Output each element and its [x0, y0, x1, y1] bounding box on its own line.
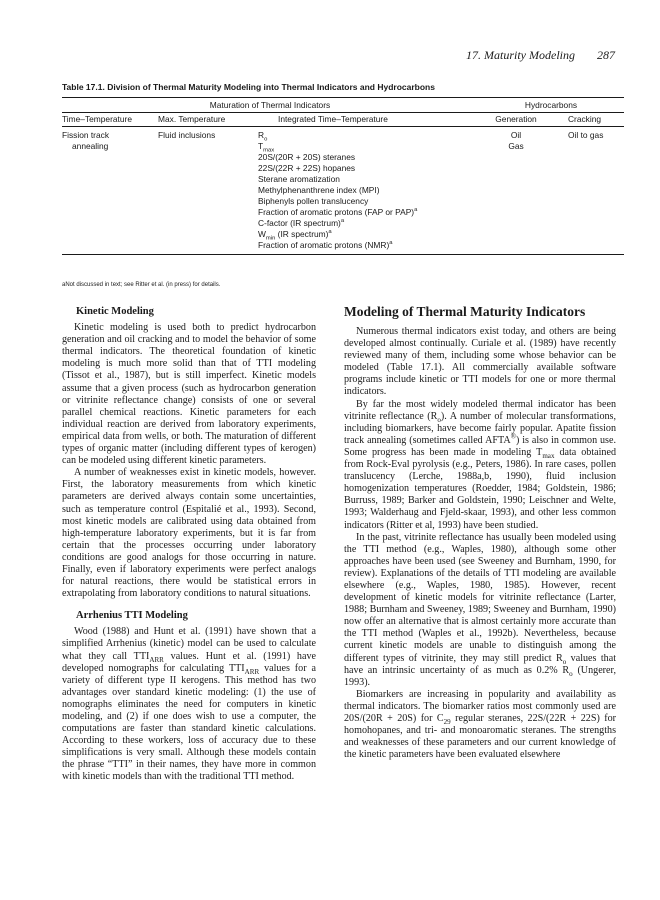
paragraph: Kinetic modeling is used both to predict hydrocarbon generation and oil cracking and to model the behavior of some thermal indicators. The theoretical foundation of kinetic modeling is much more solid than that of TTI modeling (Tissot et al., 1987), but is still imperfect. Kinetic models assume that a given process (such as hydrocarbon generation or vitrinite reflectance change) consists of one or several parallel chemical reactions. Kinetic parameters for each individual reaction are derived from laboratory experiments, empirical data from wells, or both. The maturation of different types of organic matter (including different types of kerogen) can be modeled using different kinetic parameters.	[62, 322, 316, 467]
table-group-header-row	[62, 98, 624, 113]
col-header-time-temperature: Time–Temperature	[62, 113, 158, 127]
indicator-mpi: Methylphenanthrene index (MPI)	[258, 185, 380, 195]
cell-text: annealing	[72, 141, 109, 151]
cell-text: Gas	[508, 141, 524, 151]
table-caption: Table 17.1. Division of Thermal Maturity Modeling into Thermal Indicators and Hydrocarbons	[62, 82, 435, 92]
cell-text: Fluid inclusions	[158, 130, 216, 140]
paragraph: A number of weaknesses exist in kinetic models, however. First, the laboratory measurements from which kinetic parameters are derived always contain some uncertainties, such as temperature control (Espitalié et al., 1993). Second, most kinetic models are calibrated using data obtained from high-temperature laboratory experiments, but it is far from certain that the processes occurring under laboratory conditions are good analogs for those occurring in nature. Finally, even if laboratory experiments were perfect analogs for natural reactions, there would be statistical errors in extrapolating from laboratory conditions to natural situations.	[62, 467, 316, 600]
cell-integrated	[258, 127, 478, 255]
chapter-title: 17. Maturity Modeling	[466, 48, 575, 62]
paragraph: Wood (1988) and Hunt et al. (1991) have shown that a simplified Arrhenius (kinetic) model can be used to calculate what they call $TTI_{ARR}$ values. Hunt et al. (1991) have developed nomographs for calculating $TTI_{ARR}$ values for a variety of different type II kerogens. This method has two advantages over standard kinetic modeling: (1) the use of nomographs eliminates the need for computers in kinetic modeling, and (2) if one does wish to use a computer, the computations are faster than standard kinetic calculations. According to these workers, loss of accuracy due to these simplifications is very small. Although these models contain the phrase “TTI” in their names, they have more in common with kinetic models than with the traditional TTI method.	[62, 626, 316, 783]
col-header-generation: Generation	[478, 113, 554, 127]
group-header-maturation: Maturation of Thermal Indicators	[62, 98, 478, 113]
table-column-header-row	[62, 113, 624, 127]
section-heading-arrhenius: Arrhenius TTI Modeling	[76, 610, 188, 622]
cell-time-temperature	[62, 127, 158, 255]
cell-generation	[478, 127, 554, 255]
indicator-fap: Fraction of aromatic protons (FAP or PAP)$^a$	[258, 207, 418, 217]
paragraph: In the past, vitrinite reflectance has usually been modeled using the TTI method (e.g., Waples, 1980), although some other approaches have been used (see Sweeney and Burnham, 1990, for review). Explanations of the details of TTI modeling are available elsewhere (e.g., Waples, 1980, 1985). However, recent development of kinetic models for vitrinite reflectance (Larter, 1988; Burnham and Sweeney, 1989; Sweeney and Burnham, 1990) now offer an alternative that is almost certainly more accurate than the TTI method (Waples et al., 1992b). Nevertheless, because current kinetic models are unable to distinguish among the different types of vitrinite, they may still predict $R_o$ values that have an intrinsic uncertainty of as much as 0.2% $R_o$ (Ungerer, 1993).	[344, 531, 616, 688]
indicator-wmin: $W_{min}$ (IR spectrum)$^a$	[258, 229, 332, 242]
group-header-hydrocarbons: Hydrocarbons	[478, 98, 624, 113]
paragraph: By far the most widely modeled thermal indicator has been vitrinite reflectance $(R_o)$. A number of molecular transformations, including biomarkers, have become fairly popular. Apatite fission track annealing (sometimes called AFTA®) is also in common use. Some progress has been made in modeling $T_{max}$ data obtained from Rock-Eval pyrolysis (e.g., Peters, 1986). In rare cases, pollen translucency (Lerche, 1988a,b, 1990), fluid inclusion homogenization temperatures (Roedder, 1984; Goldstein, 1986; Burruss, 1989; Barker and Goldstein, 1990; Leischner and Welte, 1993; Walderhaug and Fjeld-skaar, 1993), and other less common indicators (Ritter et al, 1993) have been studied.	[344, 398, 616, 531]
col-header-integrated: Integrated Time–Temperature	[258, 113, 478, 127]
paragraph: Biomarkers are increasing in popularity and availability as thermal indicators. The biomarker ratios most commonly used are 20S/(20R + 20S) for $C_{29}$ regular steranes, 22S/(22R + 22S) for homohopanes, and tri- and monoaromatic steranes. The strengths and weaknesses of these parameters and our current knowledge of the kinetic parameters have been evaluated elsewhere	[344, 688, 617, 761]
section-heading-kinetic: Kinetic Modeling	[76, 306, 154, 317]
left-column	[62, 306, 316, 784]
table-body-row	[62, 127, 624, 255]
col-header-max-temperature: Max. Temperature	[158, 113, 258, 127]
indicator-steranes: 20S/(20R + 20S) steranes	[258, 152, 356, 162]
indicator-pollen: Biphenyls pollen translucency	[258, 196, 369, 206]
indicator-sterane-aromatization: Sterane aromatization	[258, 174, 340, 184]
page-number: 287	[597, 48, 615, 62]
maturity-table	[62, 97, 624, 255]
indicator-ro: $R_o$	[258, 130, 268, 143]
table-footnote: aNot discussed in text; see Ritter et al. (in press) for details.	[62, 282, 221, 288]
indicator-nmr: Fraction of aromatic protons (NMR)$^a$	[258, 240, 393, 250]
indicator-tmax: $T_{max}$	[258, 141, 275, 154]
paragraph: Numerous thermal indicators exist today, and others are being developed almost continually. Curiale et al. (1989) have recently reviewed many of them, including some whose behavior can be modeled (Table 17.1). All commercially available software programs include kinetic or TTI models for one or more thermal indicators.	[344, 326, 616, 398]
indicator-c-factor: C-factor (IR spectrum)$^a$	[258, 218, 345, 228]
section-heading-modeling: Modeling of Thermal Maturity Indicators	[344, 304, 586, 319]
col-header-cracking: Cracking	[554, 113, 624, 127]
cell-cracking	[554, 127, 624, 255]
cell-text: Oil to gas	[568, 130, 604, 140]
cell-max-temperature	[158, 127, 258, 255]
running-head	[466, 48, 615, 63]
indicator-hopanes: 22S/(22R + 22S) hopanes	[258, 163, 356, 173]
cell-text: Fission track	[62, 130, 110, 140]
right-column	[344, 306, 616, 761]
cell-text: Oil	[510, 130, 522, 140]
